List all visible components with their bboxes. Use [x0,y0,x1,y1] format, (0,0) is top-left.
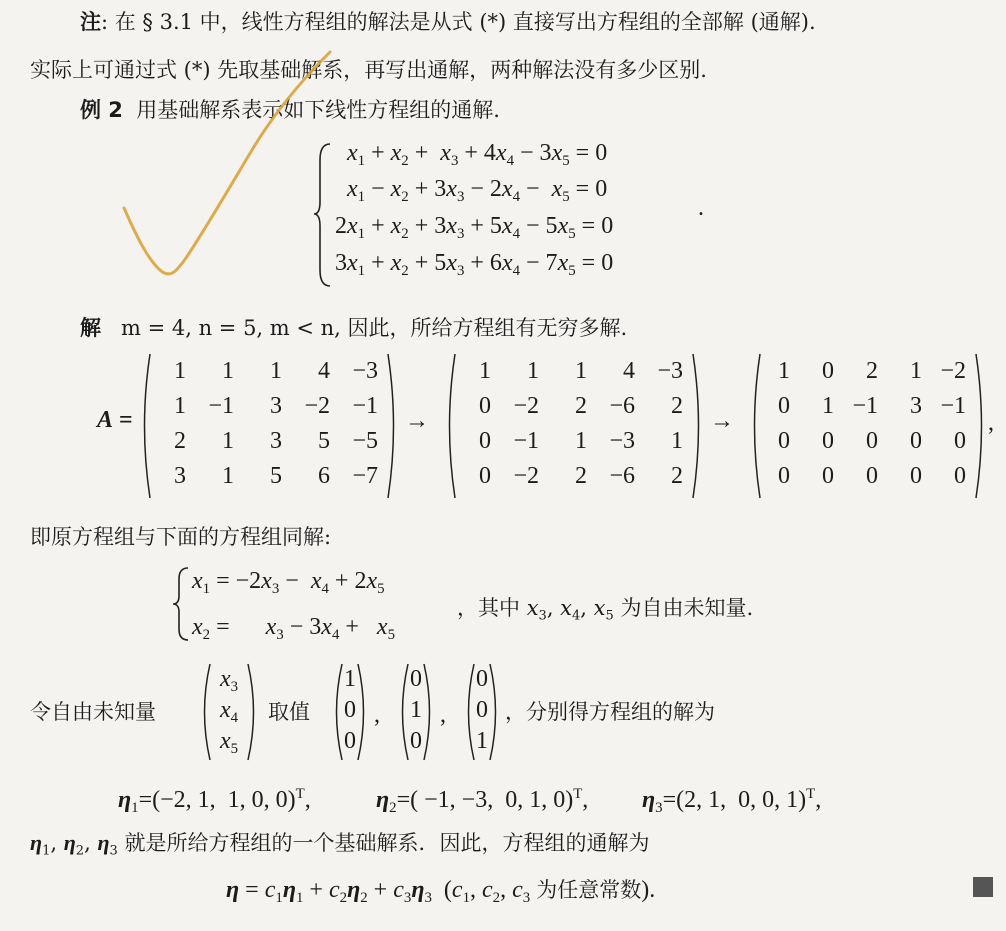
matrix-cell: 2 [575,463,587,489]
matrix-cell: 3 [270,393,282,419]
matrix-2 [443,352,705,500]
matrix-cell: −6 [609,393,635,419]
value-entry: 1 [344,666,356,692]
note-line-2: 实际上可通过式 (*) 先取基础解系，再写出通解，两种解法没有多少区别. [30,58,707,82]
arrow-2: → [710,408,734,434]
matrix-cell: 0 [954,428,966,454]
matrix-cell: 0 [910,463,922,489]
matrix-cell: 0 [822,358,834,384]
comma-2: , [440,702,446,728]
equiv-text: 即原方程组与下面的方程组同解: [30,525,332,549]
value-entry: 0 [344,728,356,754]
solution-text: m = 4, n = 5, m < n, 因此，所给方程组有无穷多解. [121,316,628,340]
arrow-1: → [405,408,429,434]
matrix-cell: 3 [174,463,186,489]
note-line-1 [80,12,816,33]
comma-1: , [374,702,380,728]
matrix-cell: −5 [352,428,378,454]
system-brace [312,140,332,290]
eta-3: $\eta_3=(2$, 1, 0, 0, 1)$^T$, [642,786,822,817]
value-entry: 0 [476,697,488,723]
right-paren [691,352,705,500]
right-paren [386,352,400,500]
matrix-cell: −2 [513,463,539,489]
matrix-1 [138,352,400,500]
matrix-cell: 4 [623,358,635,384]
matrix-cell: −3 [352,358,378,384]
matrix-cell: 2 [174,428,186,454]
value-entry: 0 [410,728,422,754]
matrix-cell: 6 [318,463,330,489]
matrix-cell: −2 [304,393,330,419]
matrix-cell: 1 [671,428,683,454]
eta-2: $\eta_2=( -1$, −3, 0, 1, 0)$^T$, [376,786,589,817]
free-var: $x_3$ [219,666,239,696]
reduced-note: ，其中 $x_3$, $x_4$, $x_5$ 为自由未知量. [457,596,754,624]
matrix-cell: 3 [910,393,922,419]
matrix-cell: −3 [609,428,635,454]
matrix-cell: 1 [479,358,491,384]
right-paren [974,352,988,500]
scan-artifact-mark [973,877,993,897]
matrix-cell: −1 [352,393,378,419]
value-vector-2 [396,662,436,762]
reduced-eq-1: $x_1 = -2x_3 - x_4 + 2x_5$ [192,568,385,598]
note-text-1: : 在 § 3.1 中，线性方程组的解法是从式 (*) 直接写出方程组的全部解 (通解). [101,10,816,34]
matrix-cell: 1 [575,358,587,384]
example-heading [80,100,500,121]
general-solution: $\eta = c_1\eta_1 + c_2\eta_2 + c_3\eta_3$ ($c_1$, $c_2$, $c_3$ 为任意常数). [226,877,656,907]
matrix-cell: −1 [513,428,539,454]
equation-2: $x_1 - x_2 + 3x_3 - 2x_4 - x_5 = 0$ [347,176,608,206]
matrix-cell: 2 [671,393,683,419]
matrix-cell: 1 [527,358,539,384]
matrix-cell: 5 [318,428,330,454]
equation-4: $3x_1 + x_2 + 5x_3 + 6x_4 - 7x_5 = 0$ [335,250,614,280]
matrix-cell: −2 [513,393,539,419]
matrix-cell: 2 [575,393,587,419]
eta-1: $\eta_1=(-2$, 1, 1, 0, 0)$^T$, [118,786,311,817]
matrix-cell: 2 [866,358,878,384]
matrix-cell: 1 [174,393,186,419]
matrix-cell: 1 [575,428,587,454]
note-label: 注 [80,10,101,34]
matrix-cell: 0 [778,463,790,489]
matrix-cell: 1 [270,358,282,384]
matrix-cell: 0 [479,393,491,419]
value-entry: 1 [410,697,422,723]
matrix-3 [748,352,988,500]
matrix-comma: , [988,410,994,436]
matrix-cell: 1 [778,358,790,384]
solution-label: 解 [80,316,101,340]
solution-line [80,318,627,339]
matrix-cell: 1 [222,428,234,454]
value-entry: 0 [344,697,356,723]
value-vector-1 [330,662,370,762]
matrix-A-label: A = [97,407,133,433]
matrix-cell: 1 [822,393,834,419]
matrix-cell: 0 [778,393,790,419]
matrix-cell: 0 [910,428,922,454]
reduced-brace [172,565,190,643]
matrix-cell: 1 [222,463,234,489]
value-entry: 1 [476,728,488,754]
value-vector-3 [462,662,502,762]
matrix-cell: 3 [270,428,282,454]
example-text: 用基础解系表示如下线性方程组的通解. [136,98,500,122]
free-var: $x_4$ [219,697,239,727]
basis-line: $\eta_1$, $\eta_2$, $\eta_3$ 就是所给方程组的一个基础解系．因此，方程组的通解为 [30,830,650,859]
matrix-cell: 1 [222,358,234,384]
matrix-cell: 0 [778,428,790,454]
matrix-cell: −2 [940,358,966,384]
matrix-cell: −1 [208,393,234,419]
system-period: . [698,195,704,221]
matrix-cell: 0 [822,428,834,454]
free-prefix: 令自由未知量 [30,700,156,724]
example-label: 例 2 [80,98,123,122]
free-var: $x_5$ [219,728,239,758]
reduced-eq-2: $x_2$ = $x_3 - 3x_4 + x_5$ [192,614,396,644]
matrix-cell: −1 [852,393,878,419]
matrix-cell: 0 [866,463,878,489]
matrix-cell: 1 [174,358,186,384]
matrix-cell: 0 [822,463,834,489]
matrix-cell: 0 [479,463,491,489]
value-entry: 0 [410,666,422,692]
matrix-cell: −1 [940,393,966,419]
matrix-cell: 1 [910,358,922,384]
matrix-cell: 0 [479,428,491,454]
matrix-cell: 2 [671,463,683,489]
matrix-cell: −7 [352,463,378,489]
matrix-cell: 4 [318,358,330,384]
equation-3: $2x_1 + x_2 + 3x_3 + 5x_4 - 5x_5 = 0$ [335,213,614,243]
equation-1: $x_1 + x_2 + x_3 + 4x_4 - 3x_5 = 0$ [347,140,608,170]
matrix-cell: 5 [270,463,282,489]
matrix-cell: 0 [866,428,878,454]
value-entry: 0 [476,666,488,692]
free-take: 取值 [268,700,310,724]
matrix-cell: −3 [657,358,683,384]
matrix-cell: 0 [954,463,966,489]
free-suffix: ，分别得方程组的解为 [505,700,715,724]
matrix-cell: −6 [609,463,635,489]
free-vector [198,662,260,762]
